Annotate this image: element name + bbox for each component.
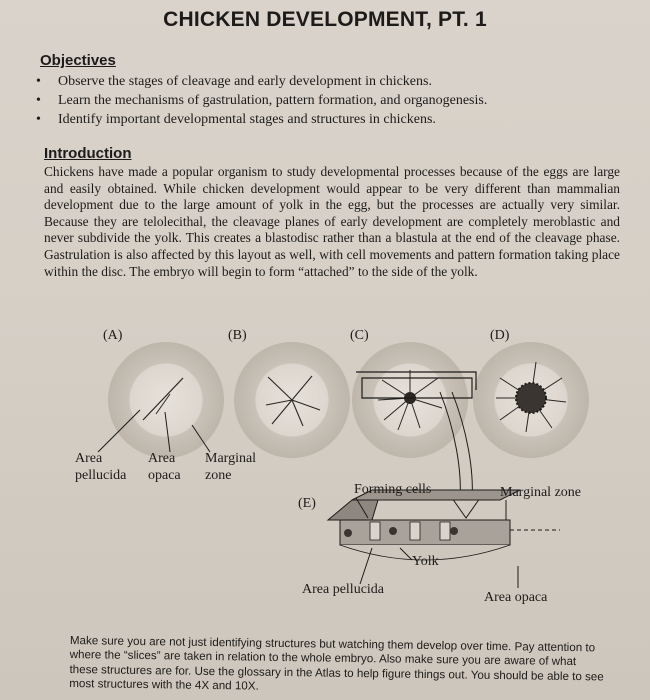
panel-label-d: (D) [490,328,510,343]
page-title: CHICKEN DEVELOPMENT, PT. 1 [163,8,487,31]
introduction-paragraph: Chickens have made a popular organism to study developmental processes because of the eggs are large and easily obtained. While chicken development would appear to be very different than mammalian development due to the large amount of yolk in the egg, but the processes are actually very similar. Because they are telolecithal, the cleavage planes of early development are completely meroblastic and never subdivide the yolk. This creates a blastodisc rather than a blastula at the end of the cleavage phase. Gastrulation is also affected by this layout as well, with cell movements and pattern formation taking place within the disc. The embryo will begin to form “attached” to the side of the yolk. [44,164,620,279]
label-marginal-zone-line2: zone [205,468,232,483]
label-area-pellucida: Area pellucida [302,582,385,597]
introduction-heading: Introduction [44,145,132,162]
label-area-opaca-line1: Area [148,451,176,466]
objectives-heading: Objectives [40,52,116,69]
stage-b-disc [234,342,350,458]
list-item: • Learn the mechanisms of gastrulation, pattern formation, and organogenesis. [48,91,608,110]
stage-a-disc [108,342,224,458]
panel-label-e: (E) [298,496,316,511]
footer-paragraph: Make sure you are not just identifying structures but watching them develop over time. Pay attention to where the “slices” are taken in relation to the whole embryo. Also make sure you are aware of what these structures are for. Use the glossary in the Atlas to help figure things out. You should be able to see most structures with the 4X and 10X. [69,634,604,693]
label-area-pellucida-line2: pellucida [75,468,127,483]
panel-label-a: (A) [103,328,123,343]
stage-c-disc [352,342,468,458]
stage-d-disc [473,342,589,458]
label-area-opaca-line2: opaca [148,468,181,483]
panel-label-b: (B) [228,328,247,343]
label-marginal-zone: Marginal zone [500,485,581,500]
label-yolk: Yolk [412,554,439,569]
list-item: • Observe the stages of cleavage and early development in chickens. [48,72,608,91]
label-area-pellucida-line1: Area [75,451,103,466]
label-marginal-zone-line1: Marginal [205,451,257,466]
panel-label-c: (C) [350,328,369,343]
label-area-opaca: Area opaca [484,590,548,605]
list-item: • Identify important developmental stages and structures in chickens. [48,110,608,129]
label-forming-cells: Forming cells [354,482,432,497]
cross-section-e [328,490,560,588]
